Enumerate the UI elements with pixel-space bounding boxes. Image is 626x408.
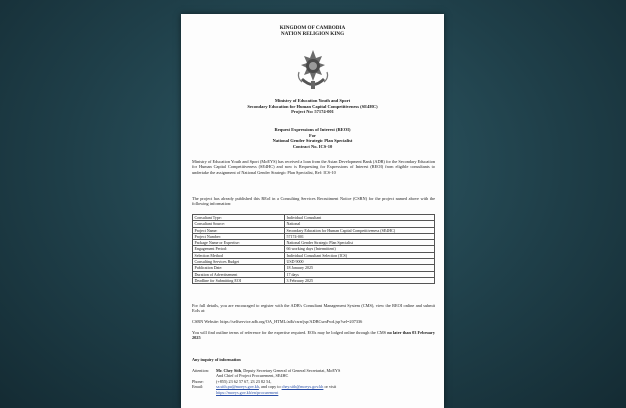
deadline-text: no later than 03 February 2025 <box>192 330 435 341</box>
table-key: Consulting Services Budget <box>193 259 285 265</box>
email-label: Email: <box>192 384 204 390</box>
kingdom-title: KINGDOM OF CAMBODIA <box>279 25 346 31</box>
request-title: Request Expressions of Interest (REOI) <box>274 127 351 132</box>
table-value: Individual Consultant Selection (ICS) <box>285 252 435 258</box>
table-value: National <box>285 221 435 227</box>
table-key: Project Number: <box>193 233 285 239</box>
table-value: 57174-001 <box>285 233 435 239</box>
intro-paragraph: Ministry of Education Youth and Sport (MoEYS) has received a loan from the Asian Development Bank (ADB) for the Secondary Education for Human Capital Competitiveness (SE4HC) and now is Requesting for Expressions of Interest (REOI) from eligible consultants to undertake the assignment of National Gender Strategic Plan Specialist, Ref: ICS-10 <box>192 159 435 175</box>
ministry-name: Ministry of Education Youth and Sport <box>274 98 351 103</box>
table-value: Secondary Education for Human Capital Competitiveness (SE4HC) <box>285 227 435 233</box>
table-key: Project Name: <box>193 227 285 233</box>
phone-label: Phone: <box>192 378 204 384</box>
ministry-block <box>181 98 444 115</box>
nation-motto: NATION RELIGION KING <box>280 31 345 38</box>
table-key: Selection Method <box>193 252 285 258</box>
table-value: National Gender Strategic Plan Specialist <box>285 240 435 246</box>
email-link-primary[interactable]: sa.sith.pu@moeys.gov.kh <box>216 384 259 390</box>
contact-role: , Deputy Secretary General of General Secretariat, MoEYS <box>241 368 341 373</box>
table-key: Publication Date: <box>193 265 285 271</box>
document-header <box>181 25 444 37</box>
contact-role-2: And Chief of Project Procurement, SE4HC <box>216 373 289 379</box>
project-name: Secondary Education for Human Capital Competitiveness (SE4HC) <box>247 103 378 109</box>
position-title: National Gender Strategic Plan Specialist <box>272 138 353 144</box>
outline-paragraph <box>192 330 435 341</box>
table-value: USD 9000 <box>285 259 435 265</box>
project-number: Project No: 57174-001 <box>291 109 334 115</box>
table-key: Consultant Source: <box>193 221 285 227</box>
table-value: Individual Consultant <box>285 215 435 221</box>
website-row <box>192 390 435 395</box>
table-value: 18 January 2025 <box>285 265 435 271</box>
procurement-website-link[interactable]: https://moeys.gov.kh/en/procurement <box>216 389 279 395</box>
request-title-block <box>181 127 444 149</box>
table-key: Engagement Period: <box>193 246 285 252</box>
email-link-copy[interactable]: chey.sith@moeys.gov.kh <box>281 384 324 390</box>
inquiry-title: Any inquiry of information <box>192 357 241 362</box>
contact-name: Mr. Chey Sith <box>216 368 242 373</box>
table-key: Package Name or Expertise: <box>193 240 285 246</box>
assignment-info-table <box>192 214 435 284</box>
table-row <box>193 277 435 283</box>
email-copy-text: , and copy to <box>258 384 282 390</box>
ministry-seal-icon <box>296 48 330 92</box>
table-value: 66 working days (Intermittent) <box>285 246 435 252</box>
contact-block <box>192 368 435 395</box>
csrn-website[interactable]: CSRN Website: https://selfservice.adb.org/OA_HTML/adb/csrn/jsp/ADBCsrnFwd.jsp?sel=207336 <box>192 319 363 324</box>
outline-text: You will find outline terms of reference for the expertise required. EOIs may be lodged online through the CMS <box>192 330 387 335</box>
table-value: 3 February 2025 <box>285 277 435 283</box>
attention-label: Attention: <box>192 368 209 373</box>
published-paragraph: The project has already published this REoI in a Consulting Services Recruitment Notice (CSRN) for the project named above with the following information: <box>192 196 435 207</box>
table-value: 17 days <box>285 271 435 277</box>
table-key: Consultant Type: <box>193 215 285 221</box>
phone-number: (+855) 23 62 57 67, 23 23 82 54, <box>216 378 272 384</box>
request-for: For <box>309 132 316 138</box>
table-key: Duration of Advertisement <box>193 271 285 277</box>
table-key: Deadline for Submitting EOI <box>193 277 285 283</box>
details-paragraph: For full details, you are encouraged to register with the ADB's Consultant Management System (CMS), view the REOI online and submit EoIs at: <box>192 303 435 314</box>
document-page <box>181 14 444 408</box>
contract-number: Contract No. ICS-10 <box>292 143 333 149</box>
email-visit-text: or visit <box>323 384 337 390</box>
